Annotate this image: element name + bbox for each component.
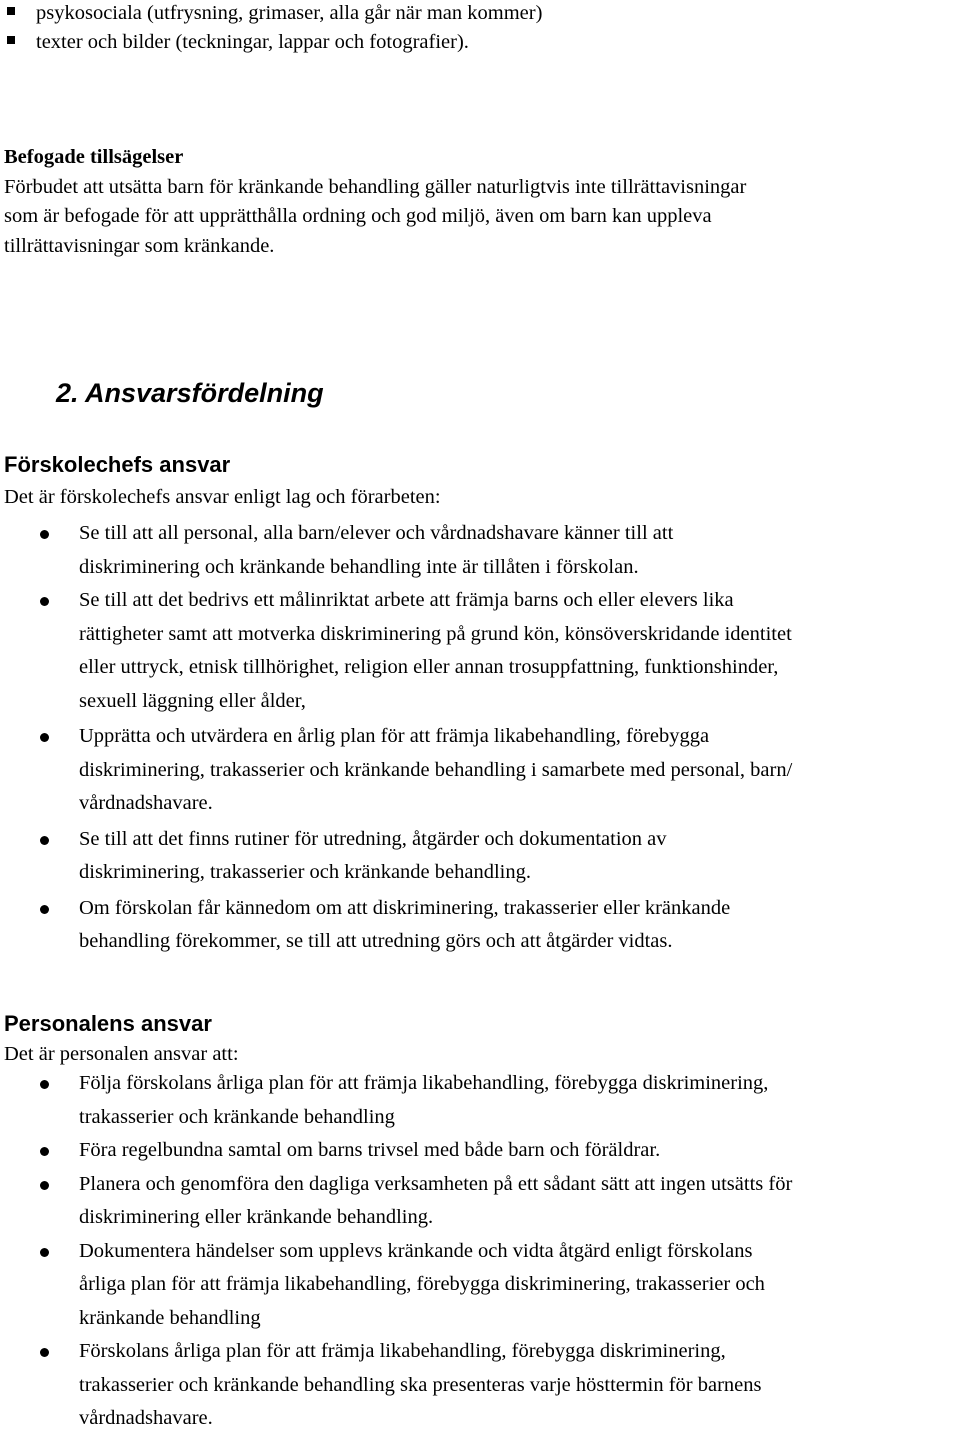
list-item: Förskolans årliga plan för att främja likabehandling, förebygga diskriminering, trakasserier och kränkande behandling ska presenteras varje hösttermin för barnens vårdnadshavare. <box>0 1335 960 1436</box>
befogade-line: Förbudet att utsätta barn för kränkande behandling gäller naturligtvis inte tillrättavisningar <box>4 175 747 198</box>
list-item: Se till att all personal, alla barn/elever och vårdnadshavare känner till att diskriminering och kränkande behandling inte är tillåten i förskolan. <box>0 517 960 584</box>
list-item: Föra regelbundna samtal om barns trivsel med både barn och föräldrar. <box>0 1134 960 1168</box>
bullet-icon <box>40 905 49 914</box>
list-item: texter och bilder (teckningar, lappar och fotografier). <box>0 27 960 56</box>
bullet-icon <box>40 1248 49 1257</box>
bullet-icon <box>40 733 49 742</box>
befogade-section <box>4 143 954 261</box>
befogade-line: som är befogade för att upprätthålla ordning och god miljö, även om barn kan uppleva <box>4 205 712 227</box>
square-bullet-icon <box>7 36 15 44</box>
list-item: Se till att det bedrivs ett målinriktat arbete att främja barns och eller elevers lika rättigheter samt att motverka diskriminering på grund kön, könsöverskridande identitet eller uttryck, etnisk tillhörighet, religion eller annan trosuppfattning, funktionshinder, sexuell läggning eller ålder, <box>0 584 960 718</box>
bullet-icon <box>40 1348 49 1357</box>
befogade-line: tillrättavisningar som kränkande. <box>4 234 275 257</box>
bullet-icon <box>40 530 49 539</box>
forskolechef-list <box>0 517 960 959</box>
section-title: 2. Ansvarsfördelning <box>56 378 324 408</box>
square-bullet-icon <box>7 7 15 15</box>
forskolechef-intro: Det är förskolechefs ansvar enligt lag och förarbeten: <box>4 486 441 508</box>
list-item: Se till att det finns rutiner för utredning, åtgärder och dokumentation av diskriminering, trakasserier och kränkande behandling. <box>0 823 960 890</box>
bullet-icon <box>40 1181 49 1190</box>
forskolechef-heading: Förskolechefs ansvar <box>4 452 231 477</box>
list-item: Dokumentera händelser som upplevs kränkande och vidta åtgärd enligt förskolans årliga plan för att främja likabehandling, förebygga diskriminering, trakasserier och kränkande behandling <box>0 1235 960 1336</box>
list-item: Följa förskolans årliga plan för att främja likabehandling, förebygga diskriminering, trakasserier och kränkande behandling <box>0 1067 960 1134</box>
list-item: Planera och genomföra den dagliga verksamheten på ett sådant sätt att ingen utsätts för diskriminering eller kränkande behandling. <box>0 1168 960 1235</box>
personal-intro: Det är personalen ansvar att: <box>4 1043 239 1065</box>
personal-list <box>0 1067 960 1436</box>
bullet-icon <box>40 1080 49 1089</box>
bullet-icon <box>40 597 49 606</box>
bullet-icon <box>40 1147 49 1156</box>
top-bullet-list <box>0 0 960 56</box>
list-item: psykosociala (utfrysning, grimaser, alla går när man kommer) <box>0 0 960 27</box>
list-item: Om förskolan får kännedom om att diskriminering, trakasserier eller kränkande behandling förekommer, se till att utredning görs och att åtgärder vidtas. <box>0 892 960 959</box>
befogade-heading: Befogade tillsägelser <box>4 146 184 168</box>
bullet-icon <box>40 836 49 845</box>
personal-heading: Personalens ansvar <box>4 1011 212 1036</box>
list-item: Upprätta och utvärdera en årlig plan för att främja likabehandling, förebygga diskriminering, trakasserier och kränkande behandling i samarbete med personal, barn/ vårdnadshavare. <box>0 720 960 821</box>
